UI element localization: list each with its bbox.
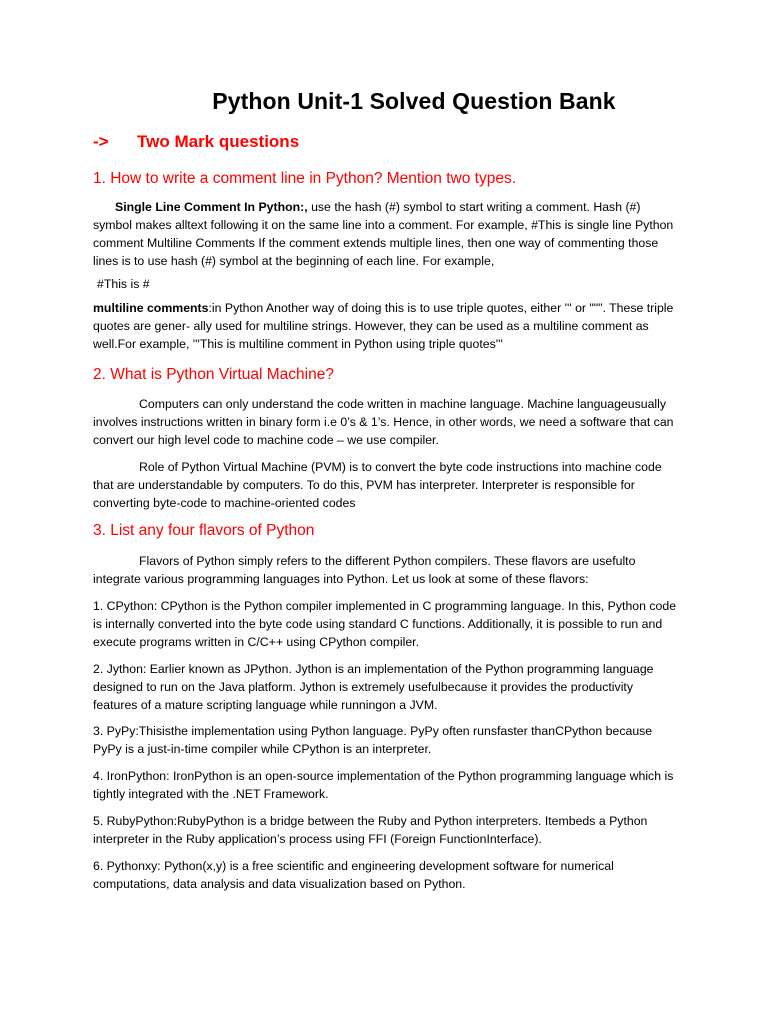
question-1-paragraph-2: #This is # (97, 277, 150, 291)
question-2-heading: 2. What is Python Virtual Machine? (93, 366, 334, 383)
multiline-comment-term: multiline comments (93, 301, 209, 315)
question-1-heading: 1. How to write a comment line in Python? Mention two types. (93, 170, 517, 187)
flavor-item-pythonxy: 6. Pythonxy: Python(x,y) is a free scientific and engineering development software for numerical computations, data analysis and data visualization based on Python. (93, 859, 614, 891)
flavor-item-pypy: 3. PyPy:Thisisthe implementation using Python language. PyPy often runsfaster thanCPython because PyPy is a just-in-time compiler while CPython is an interpreter. (93, 724, 653, 756)
section-label: Two Mark questions (137, 132, 300, 151)
section-heading (93, 132, 299, 152)
question-2-paragraph-2: Role of Python Virtual Machine (PVM) is to convert the byte code instructions into machine code that are understandable by computers. To do this, PVM has interpreter. Interpreter is responsible for converting byte-code to machine-oriented codes (93, 460, 662, 510)
section-arrow: -> (93, 132, 109, 151)
multiline-comment-text: :in Python Another way of doing this is to use triple quotes, either ''' or """. These triple quotes are gener- ally used for multiline strings. However, they can be used as a multiline comment as well.For example, '''This is multiline comment in Python using triple quotes''' (93, 301, 674, 351)
question-1-paragraph-1 (93, 198, 678, 270)
flavor-item-ironpython: 4. IronPython: IronPython is an open-source implementation of the Python programming language which is tightly integrated with the .NET Framework. (93, 769, 674, 801)
single-line-comment-term: Single Line Comment In Python:, (115, 200, 308, 214)
question-1-paragraph-3 (93, 299, 678, 353)
flavor-item-rubypython: 5. RubyPython:RubyPython is a bridge between the Ruby and Python interpreters. Itembeds a Python interpreter in the Ruby application’s process using FFI (Foreign FunctionInterface). (93, 814, 648, 846)
flavor-item-jython: 2. Jython: Earlier known as JPython. Jython is an implementation of the Python programming language designed to run on the Java platform. Jython is extremely usefulbecause it provides the productivity features of a mature scripting language while runningon a JVM. (93, 662, 654, 712)
question-3-intro: Flavors of Python simply refers to the different Python compilers. These flavors are usefulto integrate various programming languages into Python. Let us look at some of these flavors: (93, 554, 636, 586)
question-3-heading: 3. List any four flavors of Python (93, 522, 315, 539)
page-title: Python Unit-1 Solved Question Bank (212, 88, 616, 114)
flavor-item-cpython: 1. CPython: CPython is the Python compiler implemented in C programming language. In this, Python code is internally converted into the byte code using standard C functions. Additionally, it is possible to run and execute programs written in C/C++ using CPython compiler. (93, 599, 677, 649)
single-line-comment-text: use the hash (#) symbol to start writing a comment. Hash (#) symbol makes alltext following it on the same line into a comment. For example, #This is single line Python comment Multiline Comments If the comment extends multiple lines, then one way of commenting those lines is to use hash (#) symbol at the beginning of each line. For example, (93, 200, 674, 268)
question-2-paragraph-1: Computers can only understand the code written in machine language. Machine languageusually involves instructions written in binary form i.e 0’s & 1’s. Hence, in other words, we need a software that can convert our high level code to machine code – we use compiler. (93, 397, 674, 447)
